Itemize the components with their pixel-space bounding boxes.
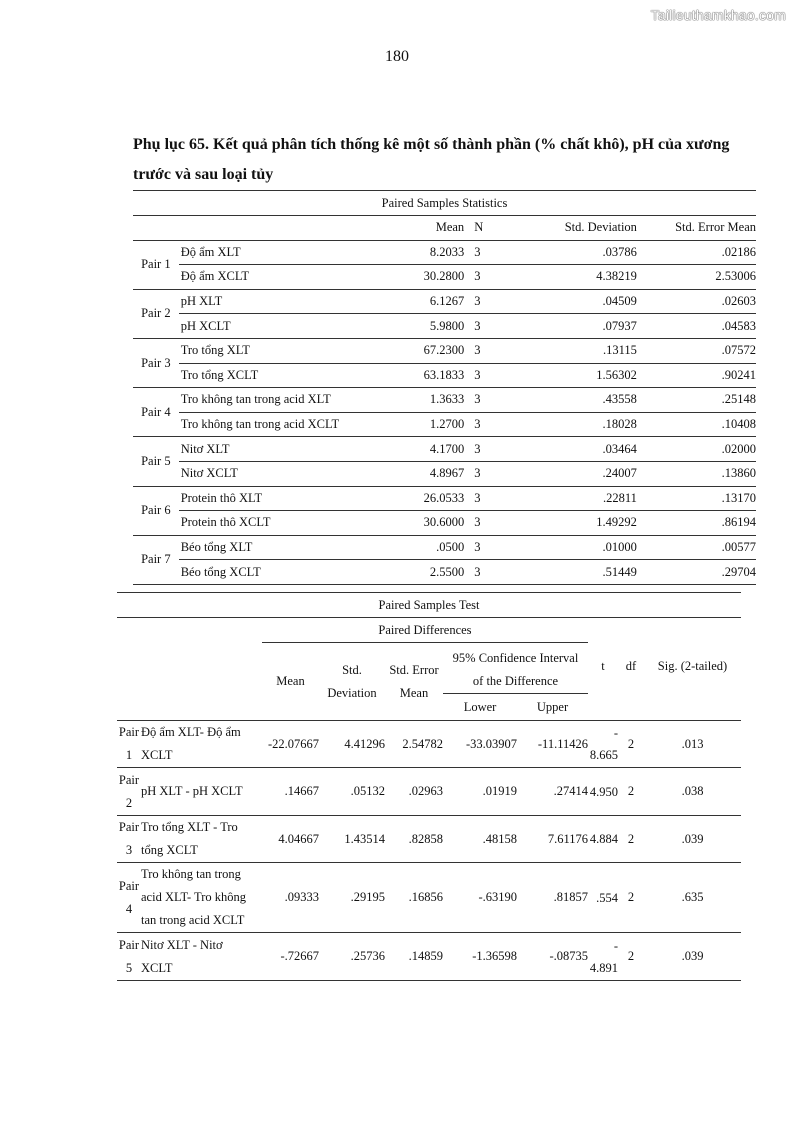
- ci-upper: 7.61176: [517, 816, 588, 863]
- sd-value: .18028: [514, 412, 637, 437]
- mean-value: 26.0533: [379, 486, 464, 511]
- variable-name: Tro không tan trong acid XLT- Tro không tan trong acid XCLT: [141, 863, 262, 933]
- se-value: .10408: [637, 412, 756, 437]
- variable-name: Nitơ XLT - Nitơ XCLT: [141, 933, 262, 981]
- se-value: .29704: [637, 560, 756, 585]
- se-value: .00577: [637, 535, 756, 560]
- col-header-n: N: [464, 216, 514, 241]
- col-header-df: df: [618, 643, 644, 721]
- mean-value: 6.1267: [379, 289, 464, 314]
- variable-name: Tro tổng XCLT: [179, 363, 379, 388]
- se-diff: 2.54782: [385, 721, 443, 768]
- table-row: [133, 511, 756, 536]
- table-row: [133, 388, 756, 413]
- variable-name: Tro tổng XLT - Tro tổng XCLT: [141, 816, 262, 863]
- n-value: 3: [464, 363, 514, 388]
- mean-value: .0500: [379, 535, 464, 560]
- se-value: .86194: [637, 511, 756, 536]
- mean-diff: .09333: [262, 863, 319, 933]
- se-value: .25148: [637, 388, 756, 413]
- se-value: .04583: [637, 314, 756, 339]
- se-value: .07572: [637, 338, 756, 363]
- mean-value: 1.2700: [379, 412, 464, 437]
- sd-value: .51449: [514, 560, 637, 585]
- se-value: 2.53006: [637, 265, 756, 290]
- table-caption: Paired Samples Statistics: [133, 191, 756, 216]
- ci-lower: .48158: [443, 816, 517, 863]
- paired-samples-statistics-table: [133, 190, 756, 585]
- n-value: 3: [464, 511, 514, 536]
- variable-name: Nitơ XCLT: [179, 461, 379, 486]
- ci-lower: -1.36598: [443, 933, 517, 981]
- sd-diff: .25736: [319, 933, 385, 981]
- table-row: [133, 338, 756, 363]
- table-caption: Paired Samples Test: [117, 593, 741, 618]
- col-header-upper: Upper: [517, 694, 588, 721]
- col-header-sig: Sig. (2-tailed): [644, 643, 741, 721]
- se-value: .02603: [637, 289, 756, 314]
- n-value: 3: [464, 289, 514, 314]
- se-value: .90241: [637, 363, 756, 388]
- table-row: [117, 721, 741, 768]
- pair-label: Pair 1: [133, 240, 179, 289]
- se-value: .02000: [637, 437, 756, 462]
- mean-diff: -22.07667: [262, 721, 319, 768]
- se-value: .13860: [637, 461, 756, 486]
- t-value: .554: [588, 863, 618, 933]
- n-value: 3: [464, 338, 514, 363]
- col-header-se: Std. Error Mean: [637, 216, 756, 241]
- n-value: 3: [464, 461, 514, 486]
- sd-value: .04509: [514, 289, 637, 314]
- col-header-ci: 95% Confidence Interval of the Difference: [443, 643, 588, 694]
- df-value: 2: [618, 816, 644, 863]
- pair-label: Pair 3: [117, 816, 141, 863]
- table-row: [133, 437, 756, 462]
- se-diff: .82858: [385, 816, 443, 863]
- sd-value: 4.38219: [514, 265, 637, 290]
- mean-value: 4.8967: [379, 461, 464, 486]
- ci-upper: .81857: [517, 863, 588, 933]
- ci-upper: -.08735: [517, 933, 588, 981]
- n-value: 3: [464, 240, 514, 265]
- pair-label: Pair 6: [133, 486, 179, 535]
- sd-value: .43558: [514, 388, 637, 413]
- table-row: [117, 816, 741, 863]
- sig-value: .038: [644, 768, 741, 816]
- variable-name: Độ ẩm XLT- Độ ẩm XCLT: [141, 721, 262, 768]
- sd-value: .03786: [514, 240, 637, 265]
- paired-samples-test-table: [117, 592, 741, 981]
- pair-label: Pair 1: [117, 721, 141, 768]
- pair-label: Pair 5: [133, 437, 179, 486]
- mean-value: 63.1833: [379, 363, 464, 388]
- n-value: 3: [464, 314, 514, 339]
- table-row: [133, 535, 756, 560]
- pair-label: Pair 2: [133, 289, 179, 338]
- mean-value: 8.2033: [379, 240, 464, 265]
- table-row: [133, 412, 756, 437]
- variable-name: Tro tổng XLT: [179, 338, 379, 363]
- mean-value: 67.2300: [379, 338, 464, 363]
- sd-value: .01000: [514, 535, 637, 560]
- mean-value: 2.5500: [379, 560, 464, 585]
- se-value: .02186: [637, 240, 756, 265]
- ci-lower: -33.03907: [443, 721, 517, 768]
- sd-diff: .05132: [319, 768, 385, 816]
- pair-label: Pair 2: [117, 768, 141, 816]
- variable-name: Tro không tan trong acid XLT: [179, 388, 379, 413]
- col-header-mean: Mean: [262, 643, 319, 721]
- mean-diff: .14667: [262, 768, 319, 816]
- t-value: - 8.665: [588, 721, 618, 768]
- ci-upper: -11.11426: [517, 721, 588, 768]
- paired-differences-header: Paired Differences: [262, 618, 588, 643]
- mean-value: 5.9800: [379, 314, 464, 339]
- se-diff: .02963: [385, 768, 443, 816]
- variable-name: pH XLT: [179, 289, 379, 314]
- t-value: 4.950: [588, 768, 618, 816]
- n-value: 3: [464, 412, 514, 437]
- n-value: 3: [464, 437, 514, 462]
- pair-label: Pair 5: [117, 933, 141, 981]
- table-row: [133, 486, 756, 511]
- se-value: .13170: [637, 486, 756, 511]
- sd-diff: .29195: [319, 863, 385, 933]
- sd-diff: 1.43514: [319, 816, 385, 863]
- page-number: 180: [385, 48, 409, 65]
- sd-value: 1.49292: [514, 511, 637, 536]
- t-value: - 4.891: [588, 933, 618, 981]
- se-diff: .14859: [385, 933, 443, 981]
- variable-name: pH XCLT: [179, 314, 379, 339]
- sd-diff: 4.41296: [319, 721, 385, 768]
- n-value: 3: [464, 265, 514, 290]
- sig-value: .635: [644, 863, 741, 933]
- n-value: 3: [464, 535, 514, 560]
- table-row: [133, 240, 756, 265]
- sig-value: .013: [644, 721, 741, 768]
- sd-value: .13115: [514, 338, 637, 363]
- sd-value: .24007: [514, 461, 637, 486]
- table-row: [117, 768, 741, 816]
- variable-name: Tro không tan trong acid XCLT: [179, 412, 379, 437]
- ci-lower: .01919: [443, 768, 517, 816]
- table-row: [133, 363, 756, 388]
- table-row: [117, 933, 741, 981]
- pair-label: Pair 3: [133, 338, 179, 387]
- col-header-se: Std. Error Mean: [385, 643, 443, 721]
- ci-upper: .27414: [517, 768, 588, 816]
- table-row: [133, 289, 756, 314]
- col-header-sd: Std. Deviation: [514, 216, 637, 241]
- mean-diff: 4.04667: [262, 816, 319, 863]
- watermark: Tailieuthamkhao.com: [650, 7, 786, 23]
- table-row: [133, 461, 756, 486]
- n-value: 3: [464, 388, 514, 413]
- variable-name: Độ ẩm XLT: [179, 240, 379, 265]
- sd-value: .03464: [514, 437, 637, 462]
- sd-value: .07937: [514, 314, 637, 339]
- variable-name: Nitơ XLT: [179, 437, 379, 462]
- variable-name: Protein thô XLT: [179, 486, 379, 511]
- mean-diff: -.72667: [262, 933, 319, 981]
- sd-value: .22811: [514, 486, 637, 511]
- variable-name: Protein thô XCLT: [179, 511, 379, 536]
- mean-value: 1.3633: [379, 388, 464, 413]
- n-value: 3: [464, 486, 514, 511]
- df-value: 2: [618, 863, 644, 933]
- ci-lower: -.63190: [443, 863, 517, 933]
- t-value: 4.884: [588, 816, 618, 863]
- col-header-mean: Mean: [379, 216, 464, 241]
- appendix-heading: Phụ lục 65. Kết quả phân tích thống kê một số thành phần (% chất khô), pH của xương trước và sau loại tủy: [133, 136, 730, 183]
- table-row: [133, 265, 756, 290]
- pair-label: Pair 4: [117, 863, 141, 933]
- sig-value: .039: [644, 816, 741, 863]
- sd-value: 1.56302: [514, 363, 637, 388]
- sig-value: .039: [644, 933, 741, 981]
- variable-name: Béo tổng XCLT: [179, 560, 379, 585]
- variable-name: pH XLT - pH XCLT: [141, 768, 262, 816]
- variable-name: Béo tổng XLT: [179, 535, 379, 560]
- pair-label: Pair 7: [133, 535, 179, 584]
- mean-value: 4.1700: [379, 437, 464, 462]
- mean-value: 30.2800: [379, 265, 464, 290]
- variable-name: Độ ẩm XCLT: [179, 265, 379, 290]
- mean-value: 30.6000: [379, 511, 464, 536]
- table-row: [117, 863, 741, 933]
- df-value: 2: [618, 933, 644, 981]
- df-value: 2: [618, 721, 644, 768]
- se-diff: .16856: [385, 863, 443, 933]
- col-header-t: t: [588, 643, 618, 721]
- table-row: [133, 560, 756, 585]
- pair-label: Pair 4: [133, 388, 179, 437]
- col-header-sd: Std. Deviation: [319, 643, 385, 721]
- col-header-lower: Lower: [443, 694, 517, 721]
- df-value: 2: [618, 768, 644, 816]
- n-value: 3: [464, 560, 514, 585]
- table-row: [133, 314, 756, 339]
